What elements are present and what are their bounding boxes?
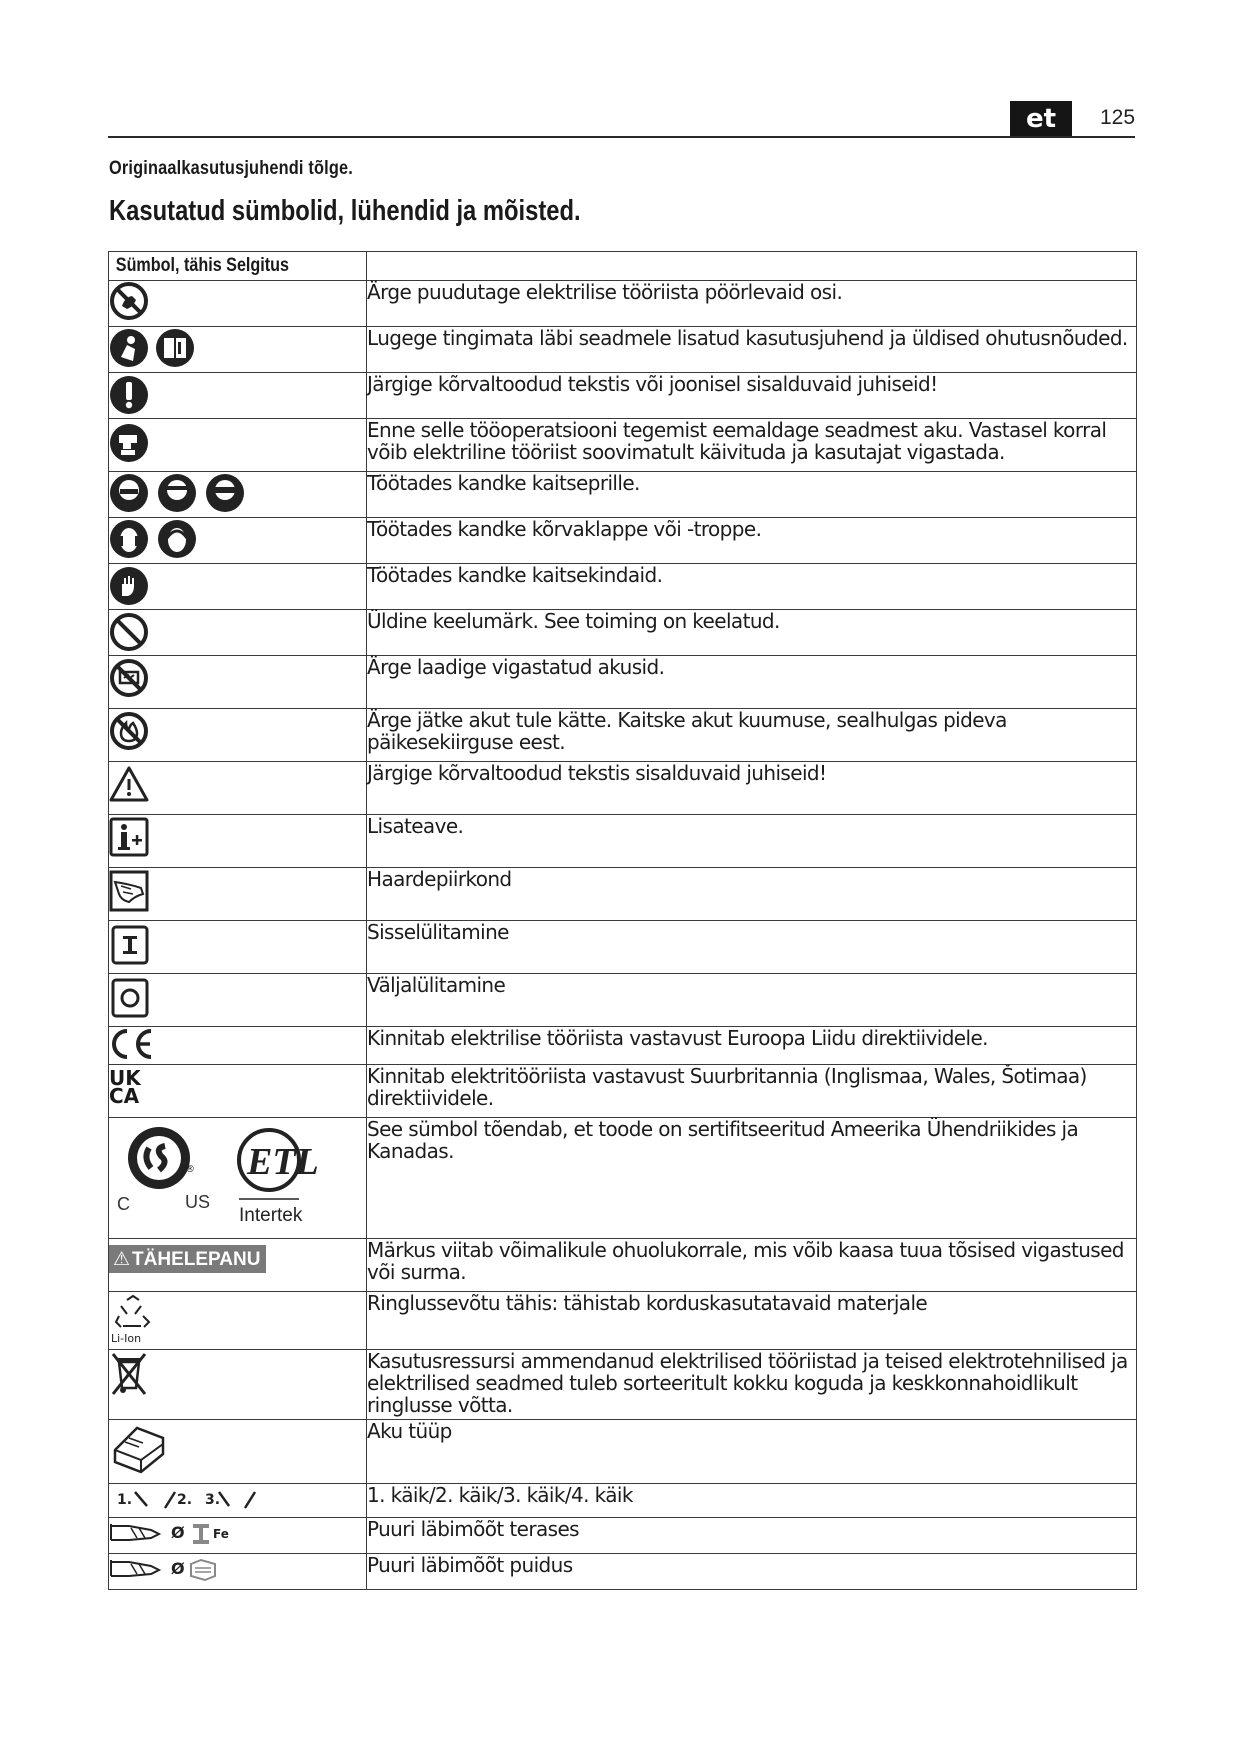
row-description: Puuri läbimõõt terases <box>367 1518 1137 1554</box>
row-description: Kasutusressursi ammendanud elektrilised tööriistad ja teised elektrotehnilised ja elektrilised seadmed tuleb sorteeritult kokku koguda ja keskkonnahoidlikult ringlusse võtta. <box>367 1350 1137 1420</box>
no-charge-damaged-battery-icon <box>109 656 151 698</box>
row-description: Järgige kõrvaltoodud tekstis või joonisel sisalduvaid juhiseid! <box>367 373 1137 419</box>
row-description: 1. käik/2. käik/3. käik/4. käik <box>367 1484 1137 1518</box>
row-description: Töötades kandke kaitsekindaid. <box>367 564 1137 610</box>
row-description: Puuri läbimõõt puidus <box>367 1554 1137 1590</box>
ear-protection-icon <box>109 518 203 560</box>
table-row <box>109 518 1137 564</box>
document-subtitle: Originaalkasutusjuhendi tõlge. <box>109 158 353 179</box>
intertek-text: Intertek <box>239 1205 303 1226</box>
row-description: Väljalülitamine <box>367 974 1137 1027</box>
table-row <box>109 1292 1137 1350</box>
warning-triangle-icon <box>109 762 151 804</box>
csa-c-text: C <box>117 1194 130 1214</box>
row-description: Ärge jätke akut tule kätte. Kaitske akut kuumuse, sealhulgas pideva päikesekiirguse eest. <box>367 709 1137 762</box>
drill-wood-icon <box>109 1554 249 1582</box>
read-manual-icon <box>109 327 209 369</box>
page-number: 125 <box>1100 106 1136 129</box>
row-description: Haardepiirkond <box>367 868 1137 921</box>
svg-text:ETL: ETL <box>247 1141 319 1183</box>
row-description: Ärge puudutage elektrilise tööriista pöörlevaid osi. <box>367 281 1137 327</box>
row-description: Üldine keelumärk. See toiming on keelatud. <box>367 610 1137 656</box>
row-description: Sisselülitamine <box>367 921 1137 974</box>
row-description: Järgige kõrvaltoodud tekstis sisalduvaid juhiseid! <box>367 762 1137 815</box>
weee-bin-icon <box>109 1350 151 1398</box>
table-row <box>109 281 1137 327</box>
info-plus-icon <box>109 815 151 859</box>
row-description: See sümbol tõendab, et toode on sertifitseeritud Ameerika Ühendriikides ja Kanadas. <box>367 1118 1137 1239</box>
csa-us-text: US <box>185 1192 211 1212</box>
gear-icons <box>109 1484 269 1512</box>
grip-area-icon <box>109 868 151 914</box>
table-row <box>109 564 1137 610</box>
svg-text:Ø: Ø <box>171 1559 185 1578</box>
row-description: Ärge laadige vigastatud akusid. <box>367 656 1137 709</box>
table-row <box>109 1518 1137 1554</box>
table-row <box>109 1484 1137 1518</box>
warning-label-icon: ⚠ TÄHELEPANU <box>109 1245 266 1273</box>
table-row <box>109 1350 1137 1420</box>
row-description: Lisateave. <box>367 815 1137 868</box>
csa-etl-icon <box>109 1118 349 1230</box>
row-description: Lugege tingimata läbi seadmele lisatud kasutusjuhend ja üldised ohutusnõuded. <box>367 327 1137 373</box>
row-description: Märkus viitab võimalikule ohuolukorrale, mis võib kaasa tuua tõsised vigastused või surma. <box>367 1239 1137 1292</box>
row-description: Aku tüüp <box>367 1420 1137 1484</box>
table-row <box>109 373 1137 419</box>
table-row <box>109 1420 1137 1484</box>
table-row <box>109 762 1137 815</box>
no-fire-icon <box>109 709 151 751</box>
table-header: Sümbol, tähis Selgitus <box>115 255 289 276</box>
table-row <box>109 419 1137 472</box>
gloves-icon <box>109 564 151 606</box>
header-rule <box>108 136 1135 138</box>
exclamation-icon <box>109 373 151 415</box>
recycling-liion-icon <box>109 1292 159 1346</box>
row-description: Kinnitab elektritööriista vastavust Suurbritannia (Inglismaa, Wales, Šotimaa) direktiividele. <box>367 1065 1137 1118</box>
table-row <box>109 472 1137 518</box>
row-description: Kinnitab elektrilise tööriista vastavust Euroopa Liidu direktiividele. <box>367 1027 1137 1065</box>
table-row <box>109 815 1137 868</box>
safety-glasses-icon <box>109 472 249 514</box>
li-ion-text: Li-Ion <box>111 1332 142 1345</box>
switch-on-icon <box>109 921 151 967</box>
table-row <box>109 1554 1137 1590</box>
table-row <box>109 1065 1137 1118</box>
switch-off-icon <box>109 974 151 1020</box>
table-row <box>109 656 1137 709</box>
remove-battery-icon <box>109 419 151 463</box>
table-row <box>109 1118 1137 1239</box>
table-row <box>109 868 1137 921</box>
language-badge: et <box>1010 101 1072 136</box>
table-row <box>109 610 1137 656</box>
page-title: Kasutatud sümbolid, lühendid ja mõisted. <box>109 195 581 227</box>
no-touch-rotating-icon <box>109 281 149 321</box>
table-row <box>109 921 1137 974</box>
symbols-table <box>108 251 1137 1590</box>
table-row <box>109 709 1137 762</box>
row-description: Ringlussevõtu tähis: tähistab korduskasutatavaid materjale <box>367 1292 1137 1350</box>
svg-text:1.: 1. <box>117 1492 133 1508</box>
drill-steel-icon <box>109 1518 249 1546</box>
battery-type-icon <box>109 1420 169 1478</box>
table-row <box>109 974 1137 1027</box>
row-description: Töötades kandke kõrvaklappe või -troppe. <box>367 518 1137 564</box>
svg-text:2.: 2. <box>177 1492 193 1508</box>
svg-text:Fe: Fe <box>213 1527 229 1541</box>
svg-text:3.: 3. <box>205 1492 221 1508</box>
row-description: Töötades kandke kaitseprille. <box>367 472 1137 518</box>
prohibition-icon <box>109 610 151 652</box>
svg-text:®: ® <box>185 1164 195 1175</box>
table-row <box>109 327 1137 373</box>
table-row <box>109 1027 1137 1065</box>
ce-mark-icon <box>109 1027 157 1061</box>
table-row <box>109 1239 1137 1292</box>
ukca-mark-icon: UK CA <box>109 1066 141 1108</box>
table-header-row <box>109 252 1137 281</box>
row-description: Enne selle tööoperatsiooni tegemist eemaldage seadmest aku. Vastasel korral võib elektriline tööriist soovimatult käivituda ja kasutajat vigastada. <box>367 419 1137 472</box>
svg-text:Ø: Ø <box>171 1523 185 1542</box>
